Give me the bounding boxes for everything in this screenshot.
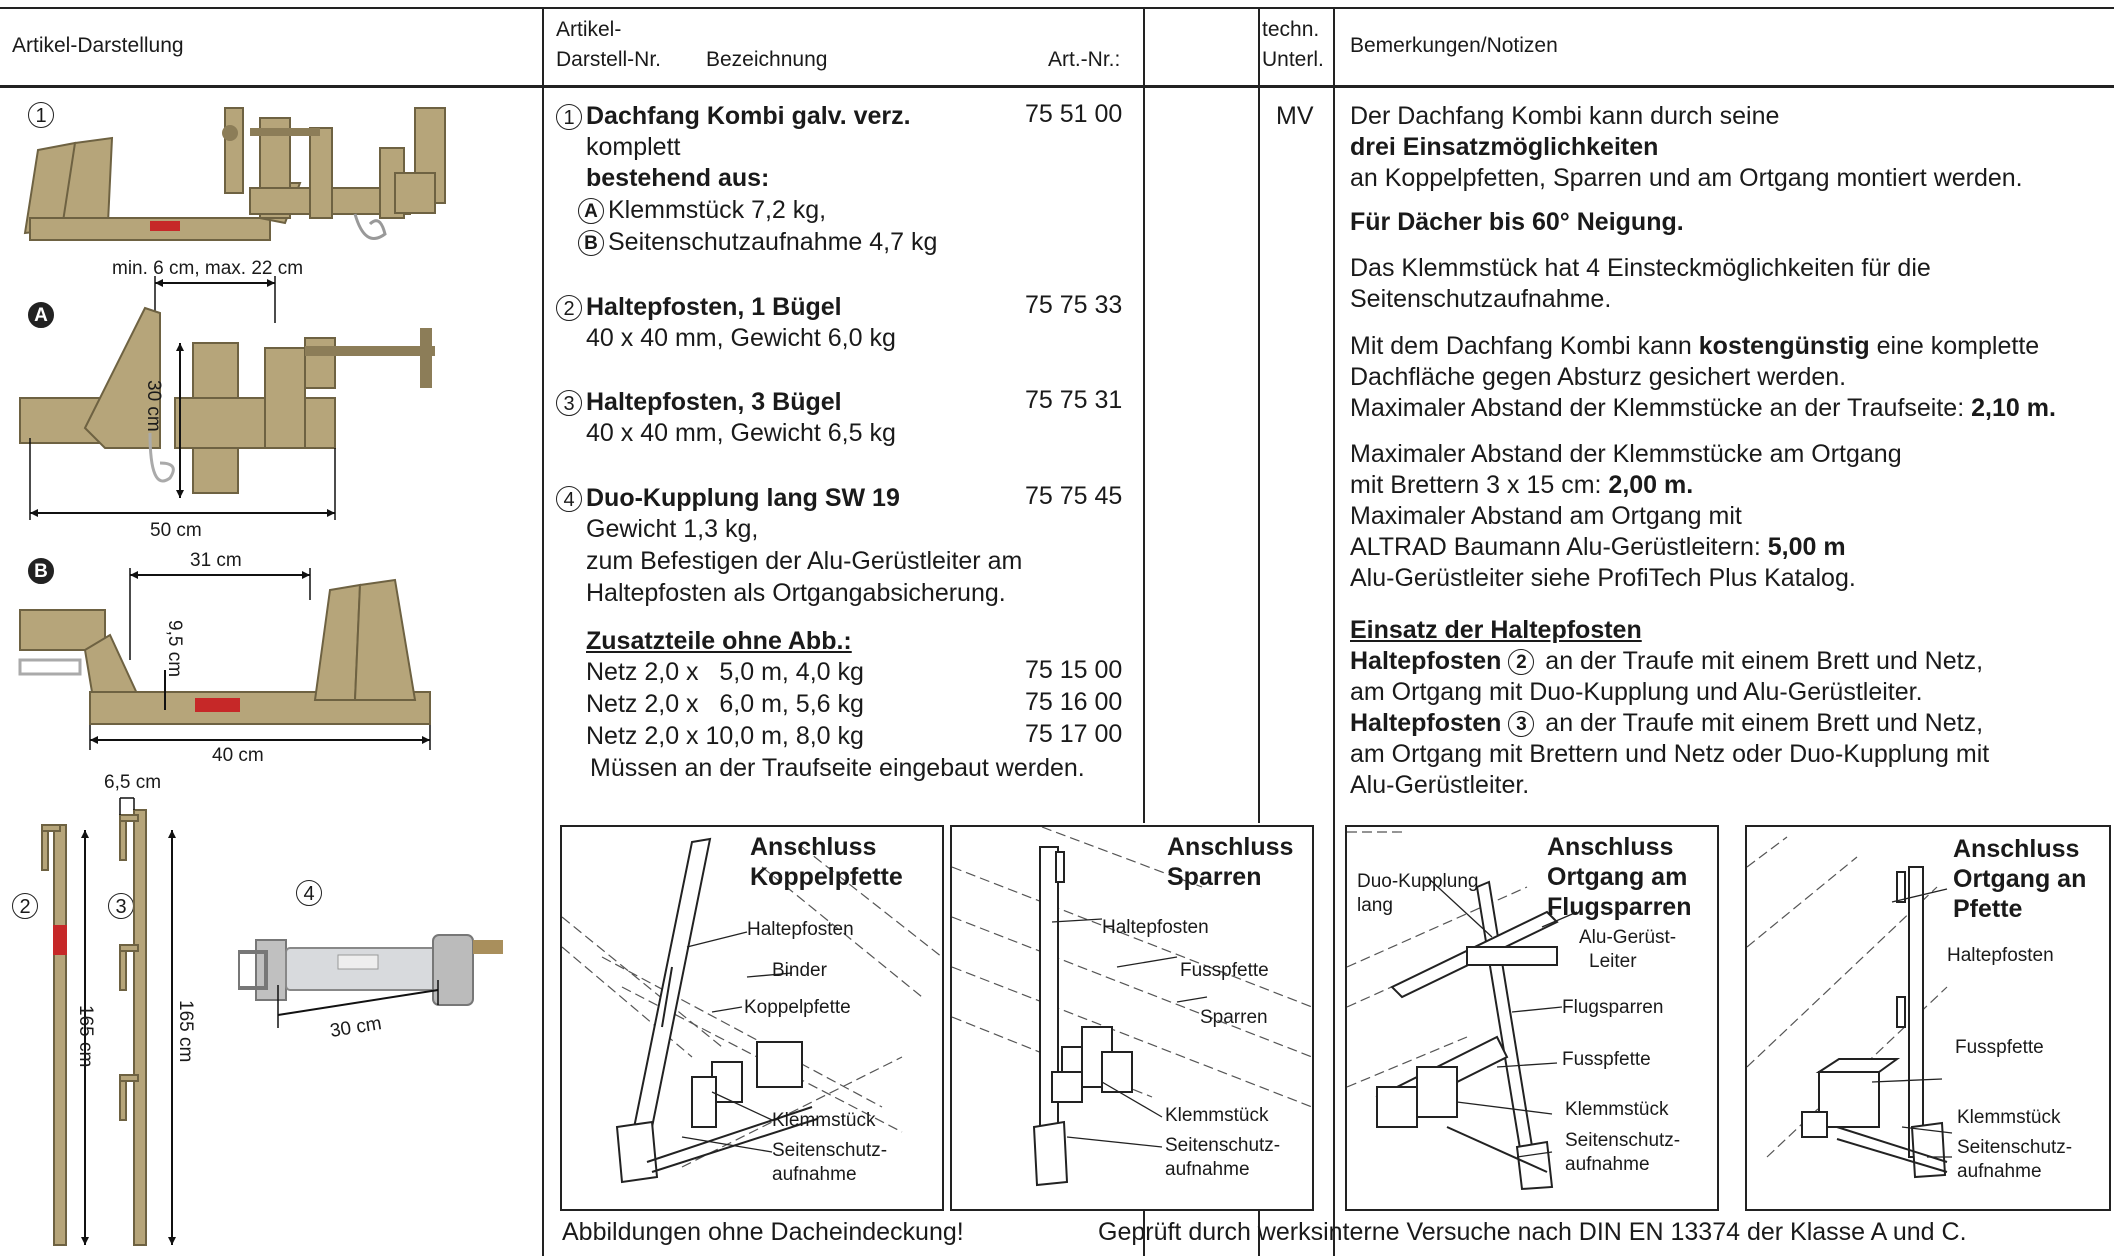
zusatz-row-2: Netz 2,0 x 6,0 m, 5,6 kg xyxy=(586,690,864,718)
sparren-label-seitenschutz: Seitenschutz- xyxy=(1165,1135,1281,1156)
item-1-part-a: A Klemmstück 7,2 kg, xyxy=(578,194,826,226)
header-techn: techn. xyxy=(1262,18,1320,41)
note-6-line-3: Haltepfosten 3 an der Traufe mit einem Brett und Netz, xyxy=(1350,709,1984,737)
zusatz-row-3: Netz 2,0 x 10,0 m, 8,0 kg xyxy=(586,722,864,750)
sparren-label-sparren: Sparren xyxy=(1200,1007,1268,1028)
panel-anschluss-flugsparren xyxy=(1345,825,1719,1211)
zusatzteile-title: Zusatzteile ohne Abb.: xyxy=(586,627,852,655)
dachfang-kombi-photo xyxy=(20,88,520,258)
flugsparren-label-fusspfette: Fusspfette xyxy=(1562,1049,1651,1070)
seitenschutzaufnahme-photo xyxy=(15,560,455,760)
pfette-title-3: Pfette xyxy=(1953,895,2023,923)
note-4-line-2: Dachfläche gegen Absturz gesichert werden. xyxy=(1350,363,1847,391)
flugsparren-label-aufnahme: aufnahme xyxy=(1565,1154,1650,1175)
sparren-label-haltepfosten: Haltepfosten xyxy=(1102,917,1209,938)
flugsparren-label-leiter: Leiter xyxy=(1589,951,1637,972)
note-4-line-1: Mit dem Dachfang Kombi kann kostengünstig eine komplette xyxy=(1350,332,2040,360)
note-6-line-1: Haltepfosten 2 an der Traufe mit einem Brett und Netz, xyxy=(1350,647,1984,675)
item-3-detail: 40 x 40 mm, Gewicht 6,5 kg xyxy=(586,419,896,447)
flugsparren-title-2: Ortgang am xyxy=(1547,863,1688,891)
item-3-artnr: 75 75 31 xyxy=(1025,386,1123,414)
item-4-title: 4 Duo-Kupplung lang SW 19 xyxy=(556,482,900,514)
marker-2: 2 xyxy=(12,893,42,919)
header-art-nr: Art.-Nr.: xyxy=(1048,48,1121,71)
note-6-line-2: am Ortgang mit Duo-Kupplung und Alu-Gerüstleiter. xyxy=(1350,678,1923,706)
koppelpfette-label-binder: Binder xyxy=(772,960,827,981)
marker-a: A xyxy=(28,302,58,328)
item-4-artnr: 75 75 45 xyxy=(1025,482,1123,510)
dim-6-5cm: 6,5 cm xyxy=(104,772,162,793)
item-1-title: 1 Dachfang Kombi galv. verz. xyxy=(556,100,911,132)
note-6-line-4: am Ortgang mit Brettern und Netz oder Duo-Kupplung mit xyxy=(1350,740,1990,768)
pfette-label-klemmstueck: Klemmstück xyxy=(1957,1107,2061,1128)
dim-30cm: 30 cm xyxy=(143,380,164,432)
marker-3: 3 xyxy=(108,893,138,919)
koppelpfette-label-aufnahme: aufnahme xyxy=(772,1164,857,1185)
item-1-techn: MV xyxy=(1276,102,1314,130)
dim-50cm: 50 cm xyxy=(150,520,202,541)
panel-anschluss-pfette xyxy=(1745,825,2111,1211)
koppelpfette-label-koppelpfette: Koppelpfette xyxy=(744,997,851,1018)
dim-165cm-a: 165 cm xyxy=(75,1005,96,1068)
note-4-line-3: Maximaler Abstand der Klemmstücke an der Traufseite: 2,10 m. xyxy=(1350,394,2056,422)
koppelpfette-label-haltepfosten: Haltepfosten xyxy=(747,919,854,940)
item-3-title: 3 Haltepfosten, 3 Bügel xyxy=(556,386,842,418)
item-4-desc-2: Haltepfosten als Ortgangabsicherung. xyxy=(586,579,1006,607)
item-1-komplett: komplett xyxy=(586,133,681,161)
panel-anschluss-koppelpfette xyxy=(560,825,944,1211)
flugsparren-label-duo-kupplung: Duo-Kupplung xyxy=(1357,871,1479,892)
pfette-label-fusspfette: Fusspfette xyxy=(1955,1037,2044,1058)
item-4-desc-1: zum Befestigen der Alu-Gerüstleiter am xyxy=(586,547,1023,575)
item-1-bestehend: bestehend aus: xyxy=(586,164,770,192)
flugsparren-label-seitenschutz: Seitenschutz- xyxy=(1565,1130,1681,1151)
note-1-line-2: drei Einsatzmöglichkeiten xyxy=(1350,133,1659,161)
dim-30cm-kupplung: 30 cm xyxy=(328,1013,383,1042)
note-6-line-5: Alu-Gerüstleiter. xyxy=(1350,771,1530,799)
note-5-line-3: Maximaler Abstand am Ortgang mit xyxy=(1350,502,1742,530)
pfette-title-2: Ortgang an xyxy=(1953,865,2087,893)
footer-abbildungen: Abbildungen ohne Dacheindeckung! xyxy=(562,1218,964,1246)
header-artikel: Artikel- xyxy=(556,18,622,41)
klemmstueck-photo xyxy=(15,268,455,528)
dim-min-max: min. 6 cm, max. 22 cm xyxy=(112,258,304,279)
header-darstell-nr: Darstell-Nr. xyxy=(556,48,662,71)
header-bezeichnung: Bezeichnung xyxy=(706,48,828,71)
koppelpfette-title-2: Koppelpfette xyxy=(750,863,903,891)
item-1-part-b: B Seitenschutzaufnahme 4,7 kg xyxy=(578,226,937,258)
note-6-title: Einsatz der Haltepfosten xyxy=(1350,616,1642,644)
panel-anschluss-sparren xyxy=(950,825,1314,1211)
note-1-line-1: Der Dachfang Kombi kann durch seine xyxy=(1350,102,1780,130)
table-top-border xyxy=(0,7,2114,9)
note-5-line-5: Alu-Gerüstleiter siehe ProfiTech Plus Katalog. xyxy=(1350,564,1856,592)
flugsparren-label-klemmstueck: Klemmstück xyxy=(1565,1099,1669,1120)
pfette-title-1: Anschluss xyxy=(1953,835,2080,863)
sparren-label-klemmstueck: Klemmstück xyxy=(1165,1105,1269,1126)
col-divider-4 xyxy=(1333,7,1335,1256)
marker-4: 4 xyxy=(296,880,326,906)
note-3-line-2: Seitenschutzaufnahme. xyxy=(1350,285,1612,313)
dim-31cm: 31 cm xyxy=(190,550,242,571)
flugsparren-label-lang: lang xyxy=(1357,895,1393,916)
col-divider-3 xyxy=(1258,7,1260,823)
note-1-line-3: an Koppelpfetten, Sparren und am Ortgang montiert werden. xyxy=(1350,164,2023,192)
col-divider-2 xyxy=(1143,7,1145,823)
footer-geprueft: Geprüft durch werksinterne Versuche nach DIN EN 13374 der Klasse A und C. xyxy=(1098,1218,1967,1246)
pfette-label-aufnahme: aufnahme xyxy=(1957,1161,2042,1182)
koppelpfette-label-seitenschutz: Seitenschutz- xyxy=(772,1140,888,1161)
koppelpfette-title-1: Anschluss xyxy=(750,833,877,861)
col-divider-1 xyxy=(542,7,544,1256)
item-2-artnr: 75 75 33 xyxy=(1025,291,1123,319)
sparren-title-1: Anschluss xyxy=(1167,833,1294,861)
flugsparren-title-3: Flugsparren xyxy=(1547,893,1692,921)
flugsparren-label-alu-geruest: Alu-Gerüst- xyxy=(1579,927,1677,948)
sparren-title-2: Sparren xyxy=(1167,863,1262,891)
sparren-label-fusspfette: Fusspfette xyxy=(1180,960,1269,981)
note-5-line-1: Maximaler Abstand der Klemmstücke am Ortgang xyxy=(1350,440,1902,468)
zusatz-row-1: Netz 2,0 x 5,0 m, 4,0 kg xyxy=(586,658,864,686)
flugsparren-title-1: Anschluss xyxy=(1547,833,1674,861)
dim-165cm-b: 165 cm xyxy=(175,1000,196,1063)
note-5-line-2: mit Brettern 3 x 15 cm: 2,00 m. xyxy=(1350,471,1694,499)
note-2: Für Dächer bis 60° Neigung. xyxy=(1350,208,1684,236)
note-5-line-4: ALTRAD Baumann Alu-Gerüstleitern: 5,00 m xyxy=(1350,533,1846,561)
dim-40cm: 40 cm xyxy=(212,745,264,766)
zusatz-row-2-nr: 75 16 00 xyxy=(1025,688,1123,716)
haltepfosten-photo xyxy=(20,795,200,1255)
item-4-weight: Gewicht 1,3 kg, xyxy=(586,515,759,543)
zusatz-row-1-nr: 75 15 00 xyxy=(1025,656,1123,684)
zusatz-note: Müssen an der Traufseite eingebaut werden. xyxy=(590,754,1085,782)
note-3-line-1: Das Klemmstück hat 4 Einsteckmöglichkeiten für die xyxy=(1350,254,1931,282)
item-1-artnr: 75 51 00 xyxy=(1025,100,1123,128)
koppelpfette-label-klemmstueck: Klemmstück xyxy=(772,1110,876,1131)
sparren-label-aufnahme: aufnahme xyxy=(1165,1159,1250,1180)
dim-9-5cm: 9,5 cm xyxy=(164,620,185,678)
header-unterl: Unterl. xyxy=(1262,48,1324,71)
pfette-label-haltepfosten: Haltepfosten xyxy=(1947,945,2054,966)
zusatz-row-3-nr: 75 17 00 xyxy=(1025,720,1123,748)
header-artikel-darstellung: Artikel-Darstellung xyxy=(12,34,184,57)
marker-1: 1 xyxy=(28,102,58,128)
item-2-detail: 40 x 40 mm, Gewicht 6,0 kg xyxy=(586,324,896,352)
item-2-title: 2 Haltepfosten, 1 Bügel xyxy=(556,291,842,323)
flugsparren-label-flugsparren: Flugsparren xyxy=(1562,997,1664,1018)
pfette-label-seitenschutz: Seitenschutz- xyxy=(1957,1137,2073,1158)
header-bemerkungen: Bemerkungen/Notizen xyxy=(1350,34,1558,57)
marker-b: B xyxy=(28,558,58,584)
